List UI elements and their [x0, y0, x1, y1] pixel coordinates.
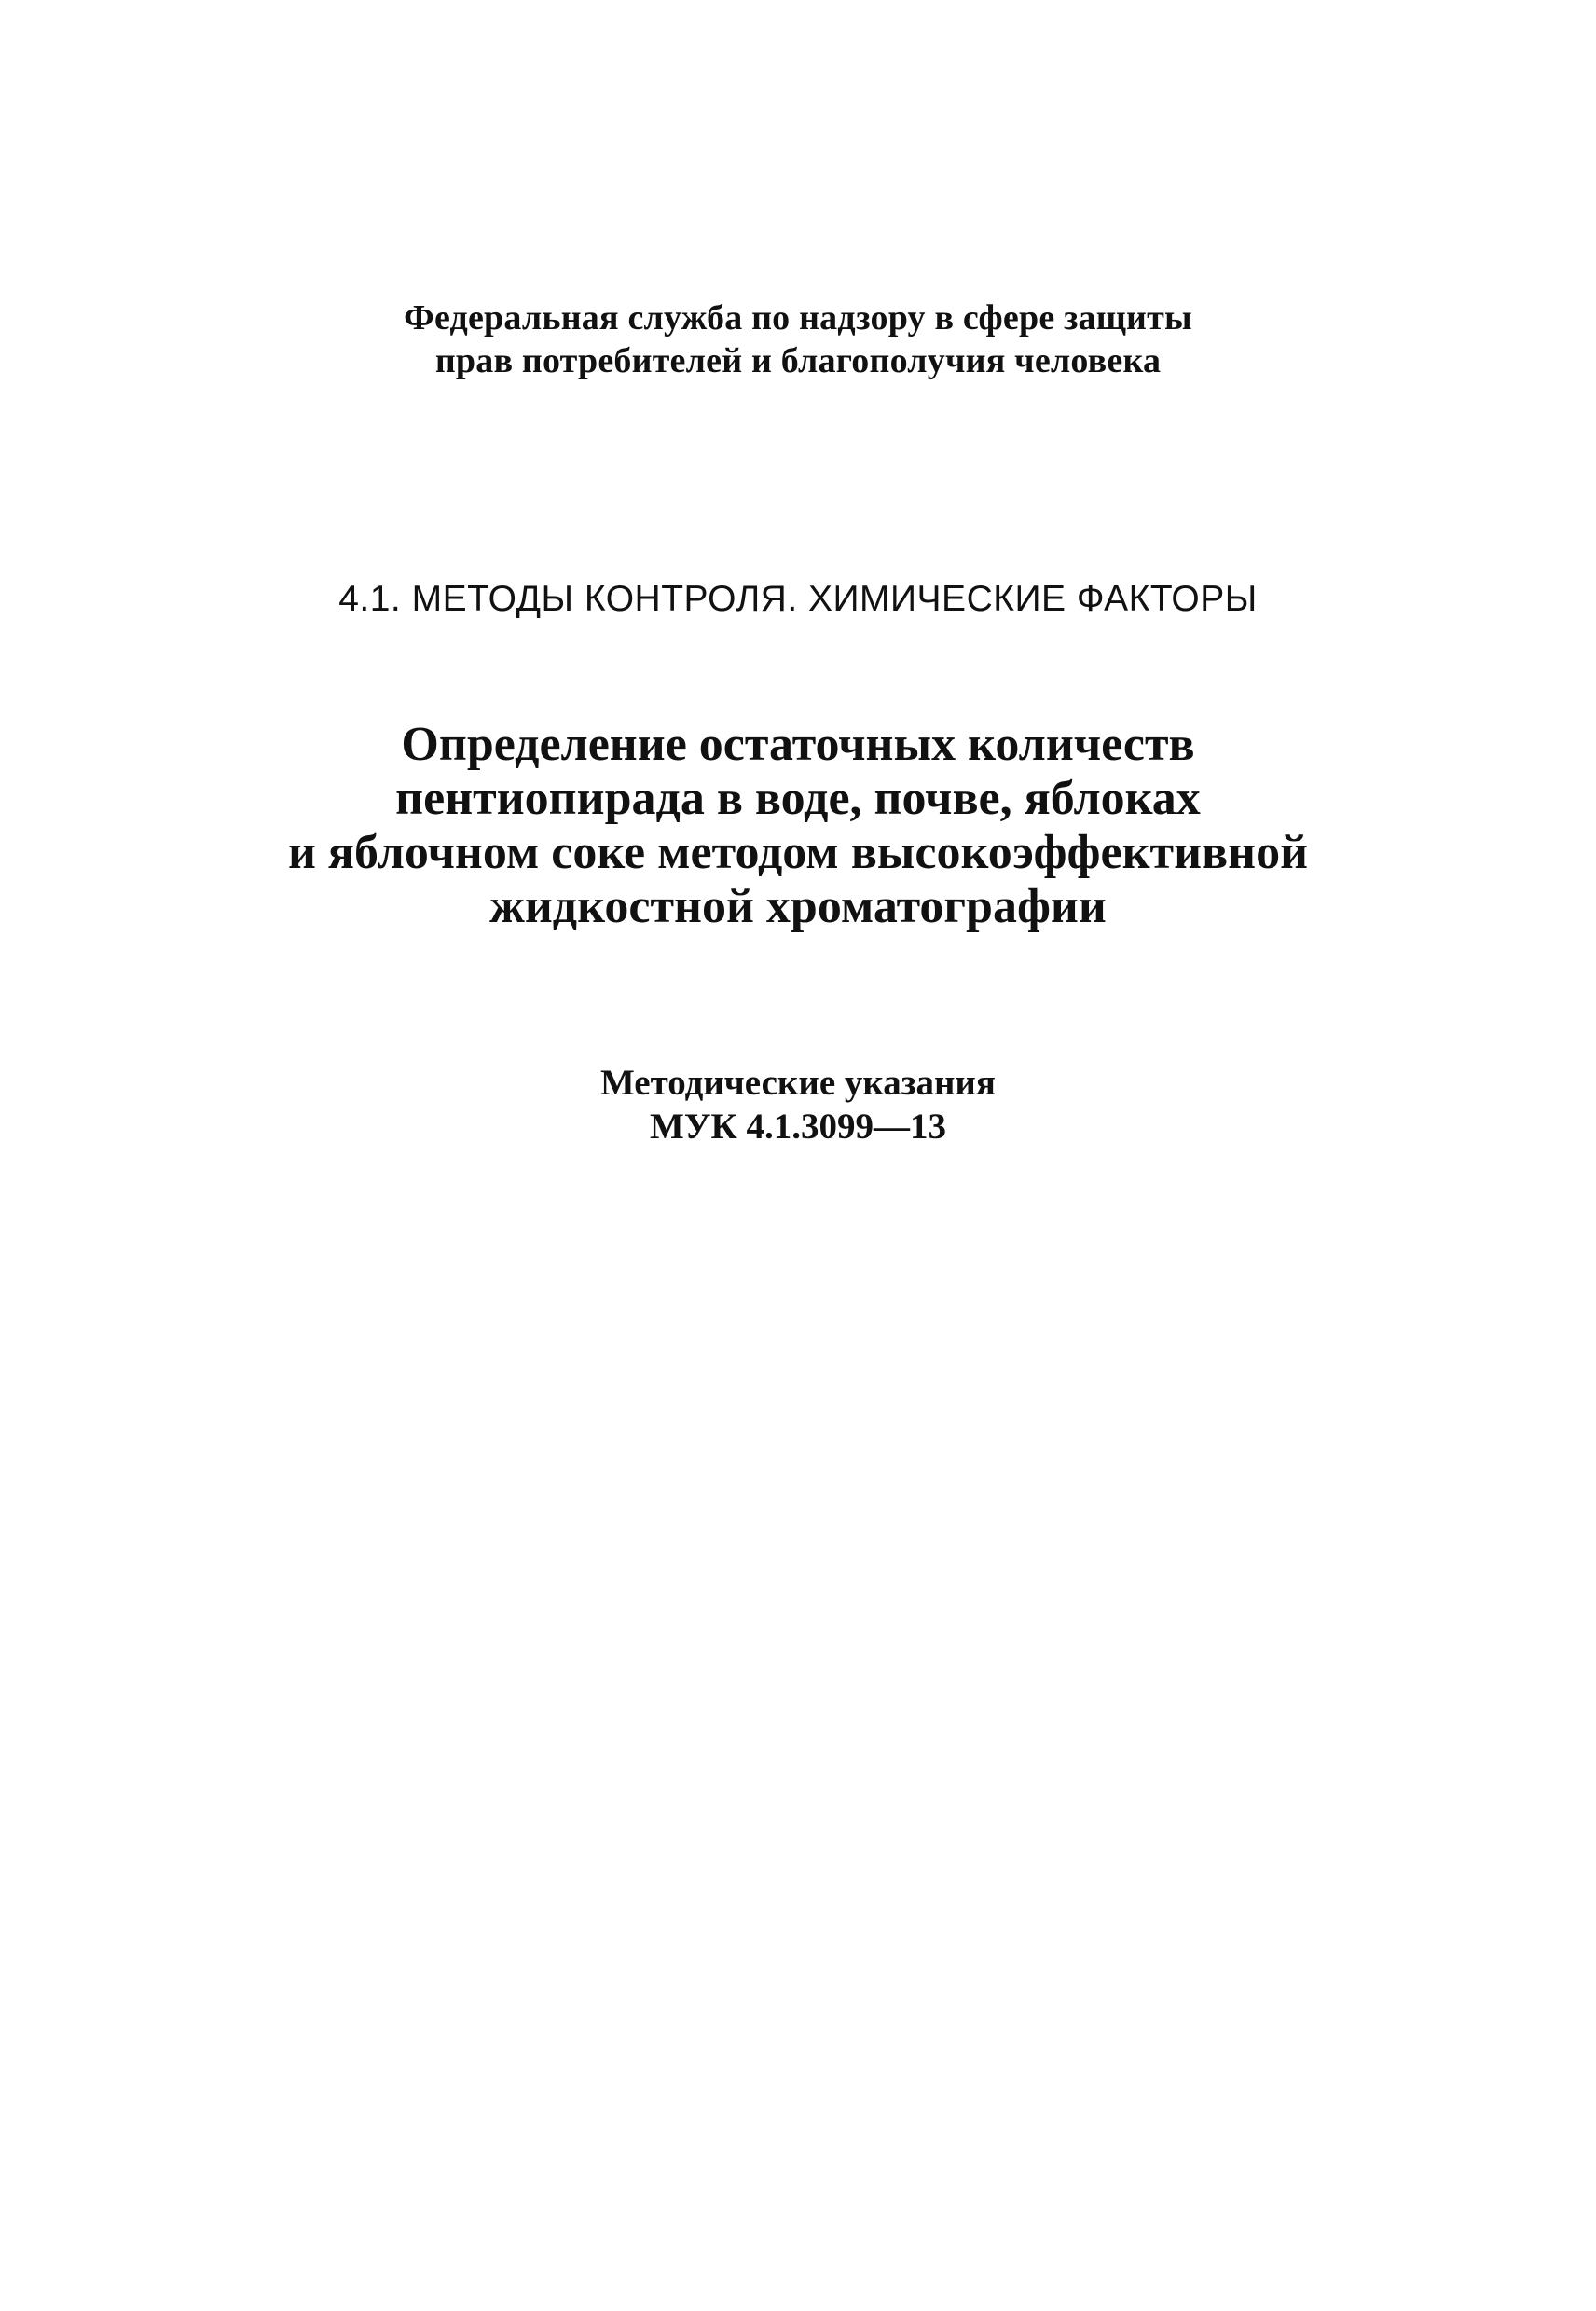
- agency-line-1: Федеральная служба по надзору в сфере защиты: [404, 298, 1192, 337]
- document-code: МУК 4.1.3099—13: [650, 1107, 946, 1147]
- title-line-1: Определение остаточных количеств: [401, 718, 1195, 771]
- agency-header: [0, 296, 1596, 382]
- title-line-3: и яблочном соке методом высокоэффективной: [287, 826, 1309, 879]
- document-type: Методические указания: [599, 1063, 996, 1103]
- document-type-block: [0, 1061, 1596, 1149]
- series-heading: 4.1. МЕТОДЫ КОНТРОЛЯ. ХИМИЧЕСКИЕ ФАКТОРЫ: [338, 579, 1258, 619]
- agency-line-2: прав потребителей и благополучия человека: [434, 341, 1162, 380]
- document-title: [0, 718, 1596, 934]
- title-line-2: пентиопирада в воде, почве, яблоках: [395, 772, 1201, 825]
- title-line-4: жидкостной хроматографии: [489, 880, 1107, 933]
